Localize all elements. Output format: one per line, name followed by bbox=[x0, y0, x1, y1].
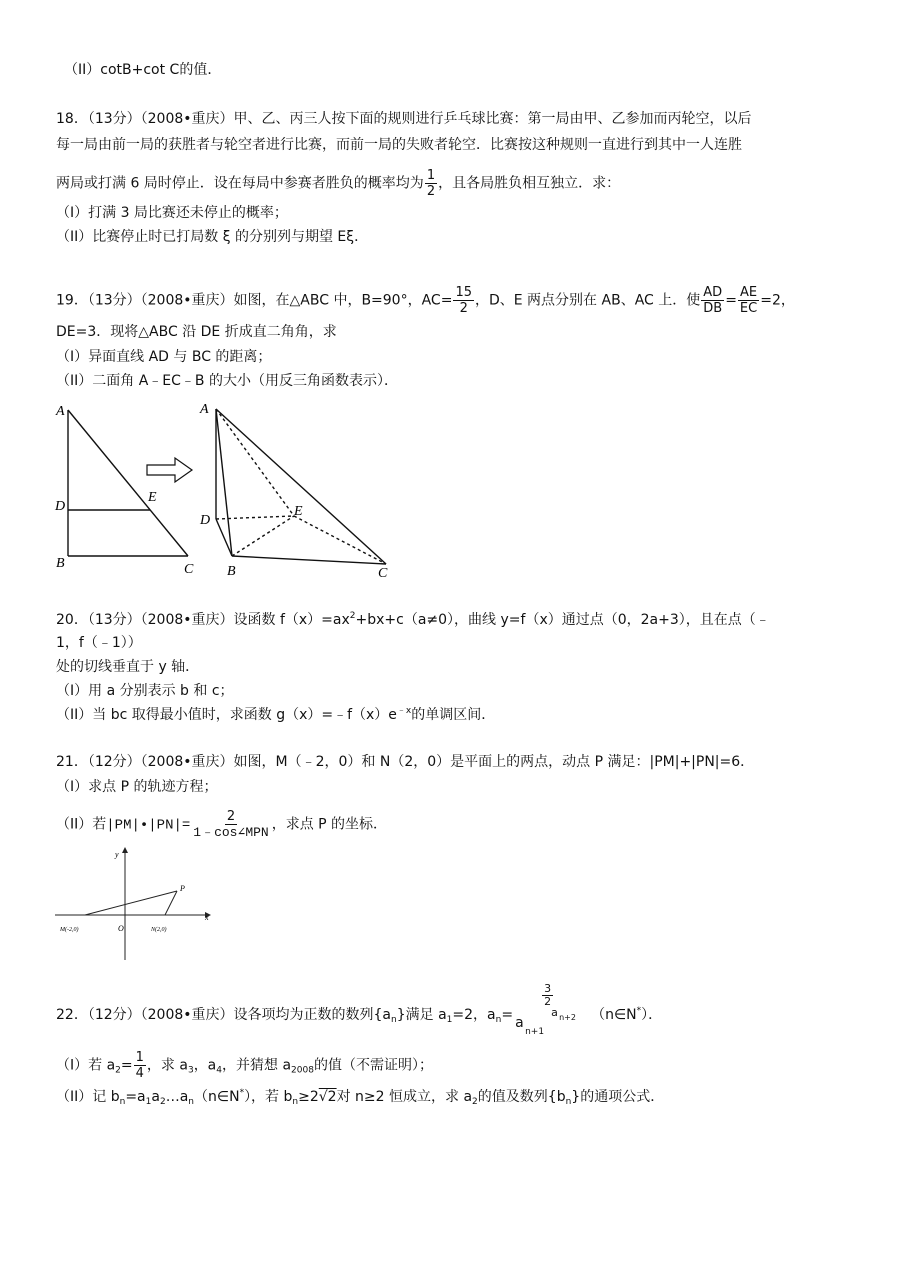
frac-denominator: 2 bbox=[459, 301, 468, 316]
sub: n bbox=[119, 1097, 126, 1107]
q22-part2d: …a bbox=[165, 1089, 189, 1105]
arrow-right-icon bbox=[147, 458, 192, 482]
q20-line1a: 20．（13分）（2008•重庆）设函数 f（x）=ax bbox=[56, 612, 350, 628]
q18-half-fraction bbox=[425, 168, 437, 199]
q21-line1: 21．（12分）（2008•重庆）如图，M（﹣2，0）和 N（2，0）是平面上的两点，动点 P 满足：|PM|+|PN|=6． bbox=[56, 754, 755, 770]
power-base-sub: n+1 bbox=[525, 1027, 545, 1037]
frac-denominator: EC bbox=[739, 301, 758, 316]
q22-part2h: 对 n≥2 恒成立，求 a bbox=[336, 1089, 473, 1105]
sub: 1 bbox=[145, 1097, 152, 1107]
q21-fraction bbox=[191, 809, 270, 840]
q22-part1c: ，求 a bbox=[146, 1057, 188, 1074]
q22-part2e: （n∈N bbox=[194, 1089, 240, 1105]
q22-line1e: （n∈N bbox=[591, 1007, 637, 1023]
q18-line3 bbox=[56, 168, 620, 199]
q19-line2: DE=3．现将△ABC 沿 DE 折成直二角角，求 bbox=[56, 324, 337, 340]
q20-line3: 处的切线垂直于 y 轴． bbox=[56, 659, 200, 675]
q22-part1a: （I）若 a bbox=[56, 1057, 116, 1074]
q19-figure bbox=[50, 395, 400, 585]
q22-part1d: ，a bbox=[193, 1057, 217, 1074]
fig2-label-e: E bbox=[294, 504, 303, 519]
fig1-label-e: E bbox=[148, 490, 157, 505]
frac-denominator: 1﹣cos∠MPN bbox=[193, 825, 269, 840]
q19-line1c: =2， bbox=[760, 292, 795, 309]
q22-part1f: 的值（不需证明）； bbox=[313, 1057, 433, 1074]
frac-numerator: 1 bbox=[426, 168, 436, 183]
q22-line1c: =2，a bbox=[452, 1007, 496, 1023]
q19-ac-fraction bbox=[453, 285, 474, 316]
q22-line1f: ）． bbox=[641, 1007, 663, 1023]
q17-part2: （II）cotB+cot C的值． bbox=[64, 62, 222, 78]
fig2-label-c: C bbox=[378, 566, 388, 581]
q22-line1b: }满足 a bbox=[396, 1007, 447, 1023]
sup-star: * bbox=[239, 1088, 245, 1098]
sub-1: 1 bbox=[446, 1015, 453, 1025]
q22-part1e: ，并猜想 a bbox=[222, 1057, 292, 1074]
fig1-label-d: D bbox=[55, 499, 66, 514]
q21-part1: （I）求点 P 的轨迹方程； bbox=[56, 779, 218, 795]
q20-part2b: 的单调区间． bbox=[411, 707, 496, 723]
frac-denominator: 4 bbox=[135, 1066, 144, 1081]
sub: 2 bbox=[472, 1097, 478, 1107]
q20-sup: 2 bbox=[349, 611, 356, 621]
q22-line1 bbox=[56, 982, 663, 1037]
sub-n: n bbox=[391, 1015, 397, 1025]
sub-4: 4 bbox=[216, 1065, 223, 1076]
q22-power-expression bbox=[513, 982, 591, 1037]
fig2-label-d: D bbox=[200, 513, 211, 528]
q20-line1 bbox=[56, 610, 770, 630]
sub-2008: 2008 bbox=[291, 1065, 314, 1076]
exponent-tail-sub: n+2 bbox=[559, 1013, 576, 1022]
q22-part2c: a bbox=[151, 1089, 160, 1105]
q19-equals: = bbox=[725, 292, 737, 309]
frac-numerator: 15 bbox=[455, 285, 472, 300]
q20-part1: （I）用 a 分别表示 b 和 c； bbox=[56, 683, 234, 699]
sub-n: n bbox=[495, 1015, 502, 1025]
sub: 2 bbox=[159, 1097, 166, 1107]
q22-part2g: ≥2 bbox=[298, 1089, 319, 1105]
sub: n bbox=[292, 1097, 299, 1107]
q22-part1 bbox=[56, 1050, 433, 1081]
q19-ratio2 bbox=[738, 285, 759, 316]
q18-line3a: 两局或打满 6 局时停止．设在每局中参赛者胜负的概率均为 bbox=[56, 175, 424, 192]
fig-m-label: M(-2,0) bbox=[60, 927, 79, 933]
q22-part2f: ），若 b bbox=[244, 1089, 293, 1105]
y-axis-arrow-icon bbox=[122, 847, 128, 853]
frac-numerator: 3 bbox=[544, 982, 552, 995]
q22-part2i: 的值及数列{b bbox=[477, 1089, 566, 1105]
q19-ratio1 bbox=[701, 285, 724, 316]
frac-denominator: 2 bbox=[426, 184, 436, 199]
q22-quarter-fraction bbox=[134, 1050, 146, 1081]
sub-2: 2 bbox=[115, 1065, 121, 1076]
q22-part1b: = bbox=[120, 1057, 133, 1074]
frac-numerator: AD bbox=[703, 285, 723, 300]
q21-figure bbox=[55, 845, 220, 965]
q20-part2a: （II）当 bc 取得最小值时，求函数 g（x）=﹣f（x）e bbox=[56, 707, 397, 723]
fig-n-label: N(2,0) bbox=[151, 927, 167, 933]
q18-part2: （II）比赛停止时已打局数 ξ 的分别列与期望 Eξ． bbox=[56, 229, 369, 245]
fig-y-label: y bbox=[115, 850, 119, 859]
fig1-label-c: C bbox=[184, 562, 194, 577]
fig-p-label: P bbox=[180, 884, 185, 893]
frac-numerator: 2 bbox=[226, 809, 236, 824]
q18-part1: （I）打满 3 局比赛还未停止的概率； bbox=[56, 205, 288, 221]
q22-part2j: }的通项公式． bbox=[571, 1089, 665, 1105]
q21-abs-expression: |PM|•|PN|= bbox=[106, 817, 191, 834]
fig1-label-b: B bbox=[56, 556, 65, 571]
q22-line1d: = bbox=[501, 1007, 514, 1023]
frac-numerator: 1 bbox=[135, 1050, 144, 1065]
q20-line2: 1，f（﹣1）） bbox=[56, 635, 142, 651]
q18-line1: 18．（13分）（2008•重庆）甲、乙、丙三人按下面的规则进行乒乓球比赛：第一局由甲、乙参加而丙轮空，以后 bbox=[56, 111, 752, 127]
q22-part2b: =a bbox=[125, 1089, 146, 1105]
power-base: a bbox=[515, 1015, 524, 1031]
q22-part2 bbox=[56, 1087, 664, 1107]
q21-part2a: （II）若 bbox=[56, 816, 107, 833]
q19-line1a: 19．（13分）（2008•重庆）如图，在△ABC 中，B=90°，AC= bbox=[56, 292, 453, 309]
sub: n bbox=[565, 1097, 572, 1107]
q22-part2a: （II）记 b bbox=[56, 1089, 120, 1105]
fig-o-label: O bbox=[118, 924, 124, 933]
q18-line2: 每一局由前一局的获胜者与轮空者进行比赛，而前一局的失败者轮空．比赛按这种规则一直进行到其中一人连胜 bbox=[56, 137, 742, 153]
frac-denominator: DB bbox=[703, 301, 723, 316]
sqrt-two: √2 bbox=[318, 1089, 337, 1105]
fig2-label-b: B bbox=[227, 564, 236, 579]
q20-part2 bbox=[56, 705, 495, 725]
q22-line1a: 22．（12分）（2008•重庆）设各项均为正数的数列{a bbox=[56, 1007, 392, 1023]
sub-3: 3 bbox=[187, 1065, 194, 1076]
frac-denominator: 2 bbox=[544, 995, 552, 1008]
q19-line1b: ，D、E 两点分别在 AB、AC 上．使 bbox=[474, 292, 701, 309]
q20-line1b: +bx+c（a≠0），曲线 y=f（x）通过点（0，2a+3），且在点（﹣ bbox=[355, 612, 770, 628]
frac-numerator: AE bbox=[740, 285, 758, 300]
exponent-tail: a bbox=[551, 1006, 558, 1019]
sub: n bbox=[188, 1097, 195, 1107]
q19-part2: （II）二面角 A﹣EC﹣B 的大小（用反三角函数表示）． bbox=[56, 373, 398, 389]
sup-star: * bbox=[636, 1006, 642, 1016]
fig2-label-a: A bbox=[200, 402, 209, 417]
q21-part2 bbox=[56, 809, 387, 840]
fig1-label-a: A bbox=[56, 404, 65, 419]
q19-part1: （I）异面直线 AD 与 BC 的距离； bbox=[56, 349, 272, 365]
q20-part2-sup: ﹣x bbox=[396, 706, 412, 716]
q21-part2b: ，求点 P 的坐标． bbox=[271, 816, 388, 833]
q18-line3b: ，且各局胜负相互独立．求： bbox=[438, 175, 621, 192]
fig-x-label: x bbox=[205, 913, 209, 922]
q19-line1 bbox=[56, 285, 795, 316]
